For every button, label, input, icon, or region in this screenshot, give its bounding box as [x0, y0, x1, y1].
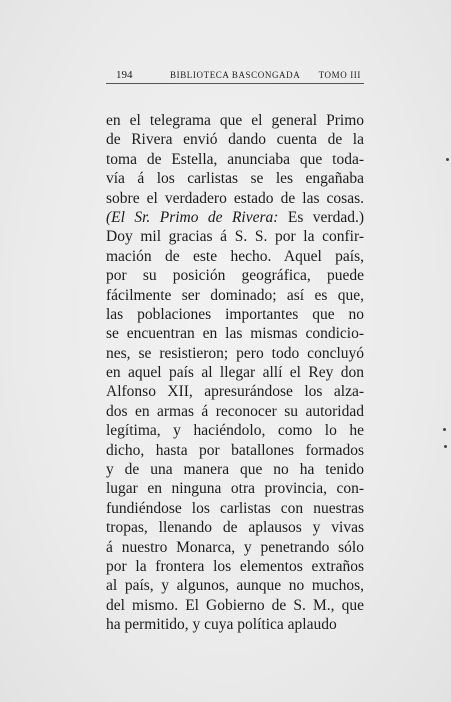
- text-line: fundiéndose los carlistas con nuestras: [106, 499, 364, 517]
- edge-speck: [446, 158, 449, 161]
- text-line: nes, se resistieron; pero todo concluyó: [106, 344, 364, 362]
- text-line: del mismo. El Gobierno de S. M., que: [106, 596, 364, 614]
- text-line: Doy mil gracias á S. S. por la confir-: [106, 228, 364, 246]
- text-line: legítima, y haciéndolo, como lo he: [106, 422, 364, 440]
- text-line: de Rivera envió dando cuenta de la: [106, 131, 364, 149]
- text-line: fácilmente ser dominado; así es que,: [106, 286, 364, 304]
- text-line: al país, y algunos, aunque no muchos,: [106, 577, 364, 595]
- text-line: mación de este hecho. Aquel país,: [106, 247, 364, 265]
- page-header: [116, 69, 361, 83]
- text-line: tropas, llenando de aplausos y vivas: [106, 519, 364, 537]
- header-rule: [106, 83, 364, 84]
- text-line: á nuestro Monarca, y penetrando sólo: [106, 538, 364, 556]
- text-line: sobre el verdadero estado de las cosas.: [106, 189, 364, 207]
- text-line: toma de Estella, anunciaba que toda-: [106, 150, 364, 168]
- text-line: Alfonso XII, apresurándose los alza-: [106, 383, 364, 401]
- interjection-speaker: (El Sr. Primo de Rivera:: [106, 208, 279, 226]
- edge-speck: [443, 428, 446, 431]
- text-line: se encuentran en las mismas condicio-: [106, 325, 364, 343]
- text-line: en aquel país al llegar allí el Rey don: [106, 364, 364, 382]
- volume-label: TOMO III: [318, 70, 361, 80]
- body-text: [106, 111, 364, 635]
- text-line: dos en armas á reconocer su autoridad: [106, 402, 364, 420]
- text-line: y de una manera que no ha tenido: [106, 461, 364, 479]
- text-line: dicho, hasta por batallones formados: [106, 441, 364, 459]
- interjection-line: [106, 208, 364, 227]
- page-number: 194: [116, 69, 133, 81]
- text-line: en el telegrama que el general Primo: [106, 112, 364, 129]
- running-title: BIBLIOTECA BASCONGADA: [170, 70, 301, 80]
- text-line: vía á los carlistas se les engañaba: [106, 170, 364, 188]
- text-line: por su posición geográfica, puede: [106, 267, 364, 285]
- text-line: por la frontera los elementos extraños: [106, 557, 364, 575]
- edge-speck: [444, 445, 447, 448]
- interjection-words: Es verdad.): [278, 208, 364, 226]
- text-line: las poblaciones importantes que no: [106, 305, 364, 323]
- text-line: lugar en ninguna otra provincia, con-: [106, 480, 364, 498]
- text-line: ha permitido, y cuya política aplaudo: [106, 616, 337, 634]
